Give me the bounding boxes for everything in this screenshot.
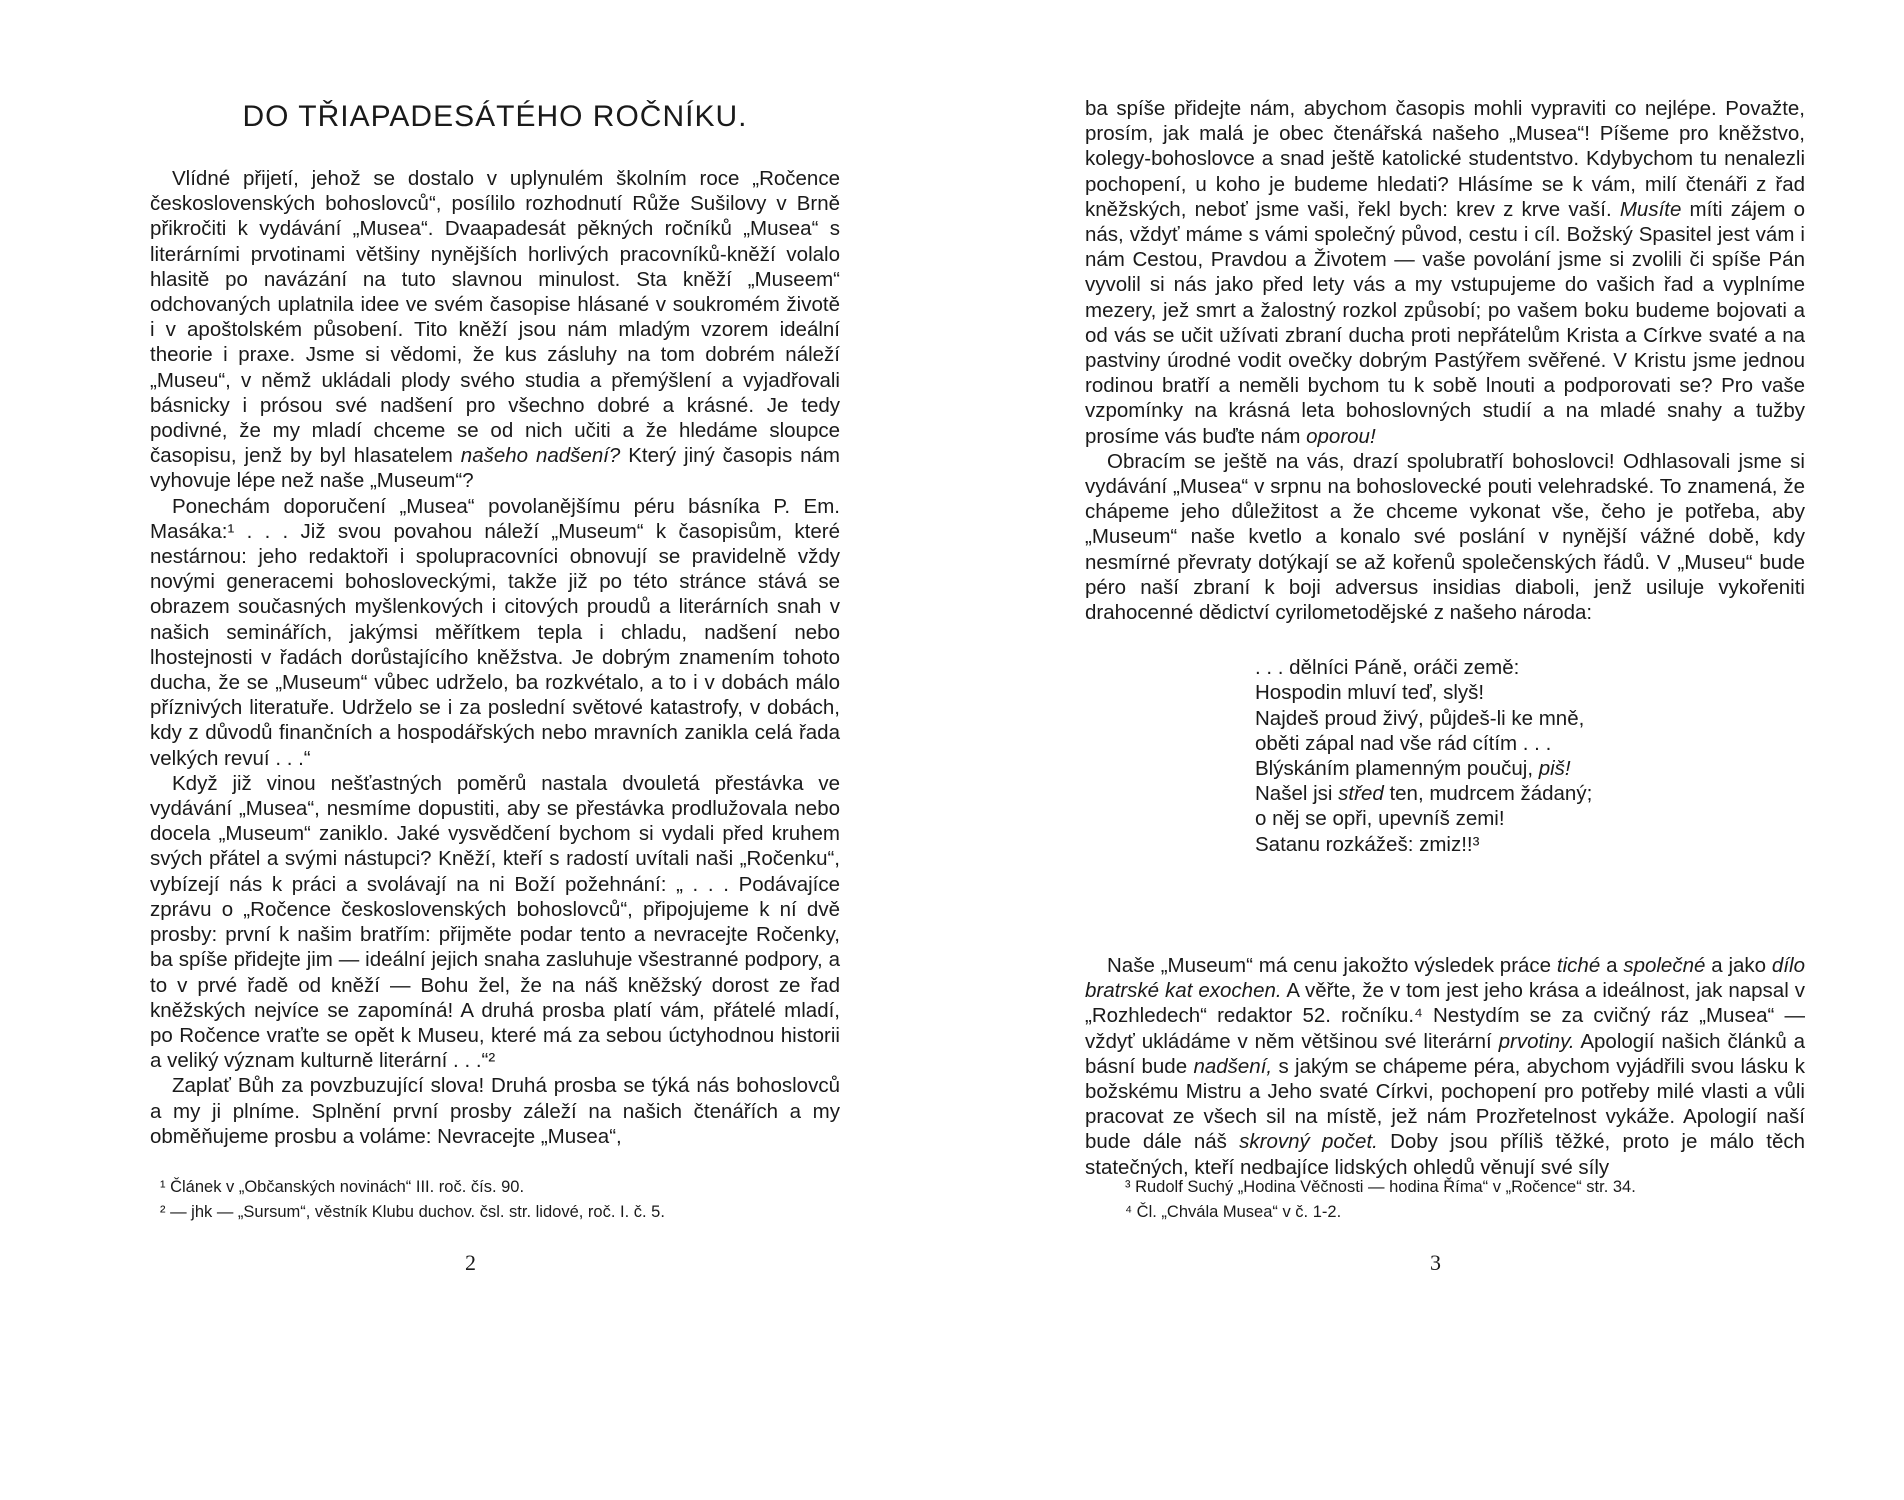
p7-b: a xyxy=(1600,953,1624,977)
left-body-text xyxy=(150,166,840,1149)
left-footnotes xyxy=(160,1175,665,1225)
poem-line: o něj se opři, upevníš zemi! xyxy=(1255,807,1505,831)
p7-g: Doby jsou příliš těžké, proto je málo těch statečných, kteří nedbajíce lidských ohledů věnují své síly xyxy=(1085,1130,1806,1179)
paragraph-1-tail: Který jiný časopis nám vyhovuje lépe než naše „Museum“? xyxy=(150,444,840,493)
poem-line: Satanu rozkážeš: zmiz!!³ xyxy=(1255,832,1480,856)
p7-d: A věřte, že v tom jest jeho krása a ideálnost, jak napsal v „Rozhledech“ redaktor 52. ročníku.⁴ Nestydím se za cvičný ráz „Musea“ — vždyť ukládáme v něm většinou své literární xyxy=(1085,979,1805,1053)
poem-line-6-text: Našel jsi xyxy=(1255,782,1339,806)
right-body-text xyxy=(1085,96,1805,625)
paragraph-7 xyxy=(1085,953,1805,1180)
p7-f: s jakým se chápeme péra, abychom vyjádřili svou lásku k božskému Mistru a Jeho svaté Církvi, pochopení pro potřeby milé vlasti a vůli pracovat ze všech sil na místě, jež nám Prozřetelnost vykáže. Apologií naší bude dále náš xyxy=(1085,1054,1805,1154)
paragraph-3: Když již vinou nešťastných poměrů nastala dvouletá přestávka ve vydávání „Musea“, nesmíme dopustiti, aby se přestávka prodlužovala nebo docela „Museum“ zaniklo. Jaké vysvědčení bychom si vydali před kruhem svých přátel a svými nástupci? Kněží, kteří s radostí uvítali naši „Ročenku“, vybízejí nás k práci a svolávají na ni Boží požehnání: „ . . . Podávajíce zprávu o „Ročence československých bohoslovců“, připojujeme k ní dvě prosby: první k našim bratřím: přijměte podar tento a nevracejte Ročenky, ba spíše přidejte jim — ideální jejich snaha zasluhuje všestranné podpory, a to v prvé řadě od kněží — Bohu žel, že na náš kněžský dorost ze řad kněžských nejvíce se zapomíná! A druhá prosba platí vám, přátelé mladí, po Ročence vraťte se opět k Museu, které má za sebou úctyhodnou historii a veliký význam kulturně literární . . .“² xyxy=(150,771,840,1073)
paragraph-4: Zaplať Bůh za povzbuzující slova! Druhá prosba se týká nás bohoslovců a my ji plníme. Splnění první prosby záleží na našich čtenářích a my obměňujeme prosbu a voláme: Nevracejte „Musea“, xyxy=(150,1074,840,1148)
paragraph-5-italic-2: oporou! xyxy=(1306,424,1376,448)
poem-line xyxy=(1255,756,1805,781)
article-title: DO TŘIAPADESÁTÉHO ROČNÍKU. xyxy=(242,100,748,133)
footnote-1: ¹ Článek v „Občanských novinách“ III. roč. čís. 90. xyxy=(160,1178,525,1196)
poem-line xyxy=(1255,781,1805,806)
right-page xyxy=(1085,0,1805,1500)
poem-line-5-text: Blýskáním plamenným poučuj, xyxy=(1255,757,1539,781)
poem-quote xyxy=(1255,655,1805,857)
right-body-text-2 xyxy=(1085,953,1805,1180)
p7-i3: dílo bratrské kat exochen. xyxy=(1085,953,1805,1003)
paragraph-2: Ponechám doporučení „Musea“ povolanějšímu péru básníka P. Em. Masáka:¹ . . . Již svou povahou náleží „Museum“ k časopisům, které nestárnou: jeho redaktoři i spolupracovníci obnovují se pravidelně vždy novými generacemi bohosloveckými, takže již po této stránce stává se obrazem současných myšlenkových i citových proudů a literárních snah v našich seminářích, jakýmsi měřítkem tepla i chladu, nadšení nebo lhostejnosti v řadách dorůstajícího kněžstva. Je dobrým znamením tohoto ducha, že se „Museum“ vůbec udrželo, ba rozkvétalo, a to i v dobách málo příznivých literatuře. Udrželo se i za poslední světové katastrofy, v dobách, kdy z důvodů finančních a hospodářských nebo mravních zanikla celá řada velkých revuí . . .“ xyxy=(150,494,840,770)
p7-i1: tiché xyxy=(1556,953,1601,977)
poem-line: Hospodin mluví teď, slyš! xyxy=(1255,681,1485,705)
paragraph-1-italic: našeho nadšení? xyxy=(460,444,621,468)
paragraph-5-text: ba spíše přidejte nám, abychom časopis mohli vypraviti co nejlépe. Považte, prosím, jak malá je obec čtenářská našeho „Musea“! Píšeme pro kněžstvo, kolegy-bohoslovce a snad ještě katolické studentstvo. Kdybychom tu nenalezli pochopení, u koho je budeme hledati? Hlásíme se k vám, milí čtenáři z řad kněžských, neboť jsme vaši, řekl bych: krev z krve vaší. xyxy=(1085,97,1805,221)
paragraph-5-italic-1: Musíte xyxy=(1619,197,1682,221)
poem-line: oběti zápal nad vše rád cítím . . . xyxy=(1255,731,1552,755)
p7-i6: skrovný počet. xyxy=(1239,1130,1378,1154)
poem-line-6-italic: střed xyxy=(1338,782,1384,806)
left-page xyxy=(150,0,840,1500)
page-number-left: 2 xyxy=(465,1250,476,1275)
paragraph-6: Obracím se ještě na vás, drazí spolubratří bohoslovci! Odhlasovali jsme si vydávání „Musea“ v srpnu na bohoslovecké pouti velehradské. To znamená, že chápeme jeho důležitost a že chceme vykonat vše, čeho je potřeba, aby „Museum“ naše kvetlo a konalo své poslání v nynější vážné době, kdy nesmírné převraty dotýkají se až kořenů společenských řádů. V „Museu“ bude péro naší zbraní k boji adversus insidias diaboli, jenž usiluje vykořeniti drahocenné dědictví cyrilometodějské z našeho národa: xyxy=(1085,449,1805,625)
p7-i2: společné xyxy=(1623,953,1706,977)
p7-c: a jako xyxy=(1705,953,1772,977)
paragraph-1 xyxy=(150,166,840,494)
poem-line: Najdeš proud živý, půjdeš-li ke mně, xyxy=(1255,706,1585,730)
p7-i5: nadšení, xyxy=(1193,1054,1273,1078)
paragraph-5 xyxy=(1085,96,1805,449)
poem-line-5-italic: piš! xyxy=(1538,757,1571,781)
paragraph-1-text: Vlídné přijetí, jehož se dostalo v uplynulém školním roce „Ročence československých bohoslovců“, posílilo rozhodnutí Růže Sušilovy v Brně přikročiti k vydávání „Musea“. Dvaapadesát pěkných ročníků „Musea“ s literárními prvotinami většiny nynějších horlivých pracovníků-kněží volalo hlasitě po navázání na tuto slavnou minulost. Sta kněží „Museem“ odchovaných uplatnila idee ve svém časopise hlásané v soukromém životě i v apoštolském působení. Tito kněží jsou nám mladým vzorem ideální theorie i praxe. Jsme si vědomi, že kus zásluhy na tom dobrém náleží „Museu“, v němž ukládali plody svého studia a přemýšlení a vyjadřovali básnicky i prósou své nadšení pro všechno dobré a krásné. Je tedy podivné, že my mladí chceme se od nich učiti a že hledáme sloupce časopisu, jenž by byl hlasatelem xyxy=(150,167,840,468)
footnote-2: ² — jhk — „Sursum“, věstník Klubu duchov. čsl. str. lidové, roč. I. č. 5. xyxy=(160,1203,665,1221)
p7-i4: prvotiny. xyxy=(1498,1029,1575,1053)
p7-e: Apologií našich článků a básní bude xyxy=(1085,1029,1805,1078)
footnote-4: ⁴ Čl. „Chvála Musea“ v č. 1-2. xyxy=(1125,1203,1342,1221)
footnote-3: ³ Rudolf Suchý „Hodina Věčnosti — hodina Říma“ v „Ročence“ str. 34. xyxy=(1125,1178,1636,1196)
poem-line-6-tail: ten, mudrcem žádaný; xyxy=(1383,782,1593,806)
right-footnotes xyxy=(1125,1175,1636,1225)
p7-a: Naše „Museum“ má cenu jakožto výsledek práce xyxy=(1107,953,1557,977)
page-number-right: 3 xyxy=(1430,1250,1441,1275)
poem-line: . . . dělníci Páně, oráči země: xyxy=(1255,656,1520,680)
paragraph-5-mid: míti zájem o nás, vždyť máme s vámi společný původ, cestu i cíl. Božský Spasitel jest vám i nám Cestou, Pravdou a Životem — vaše povolání jsme si zvolili či spíše Pán vyvolil si nás jako před lety vás a my vstupujeme do vašich řad a vyplníme mezery, jež smrt a žalostný rozkol způsobí; po vašem boku budeme bojovati a od vás se učit užívati zbraní ducha proti nepřátelům Krista a Církve svaté a na pastviny úrodné vodit ovečky dobrým Pastýřem svěřené. V Kristu jsme jednou rodinou bratří a neměli bychom tu k sobě lnouti a podporovati se? Pro vaše vzpomínky na krásná leta bohoslovných studií a na mladé snahy a tužby prosíme vás buďte nám xyxy=(1085,197,1805,448)
